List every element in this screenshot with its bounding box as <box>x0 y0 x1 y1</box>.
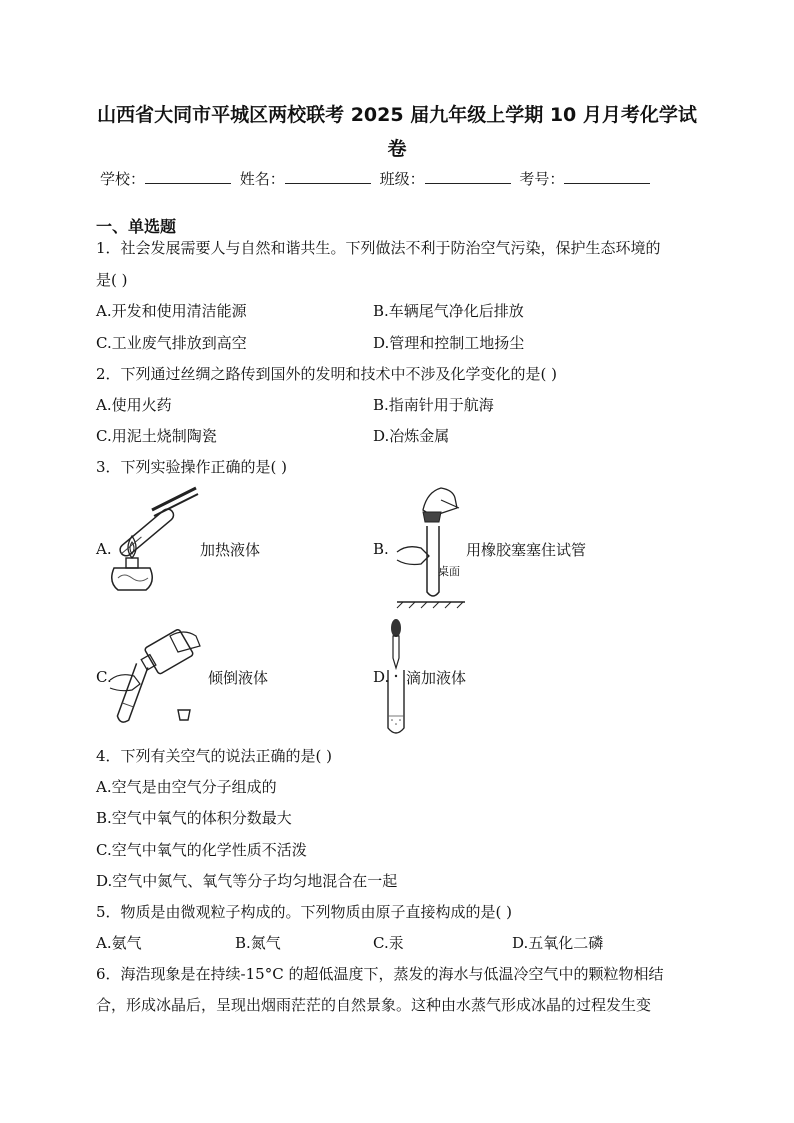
q1-option-d[interactable]: D.管理和控制工地扬尘 <box>373 334 525 352</box>
school-label: 学校： <box>100 170 146 188</box>
figure-label-heating: 加热液体 <box>200 541 261 559</box>
q3-option-b[interactable]: B. <box>373 540 389 558</box>
q6-stem: 6．海浩现象是在持续-15°C 的超低温度下，蒸发的海水与低温冷空气中的颗粒物相结 <box>96 965 664 983</box>
q2-stem: 2．下列通过丝绸之路传到国外的发明和技术中不涉及化学变化的是( ) <box>96 365 558 383</box>
name-label: 姓名： <box>239 170 285 188</box>
q5-option-b[interactable]: B.氮气 <box>235 934 281 952</box>
figure-note-desk: 桌面 <box>438 565 460 578</box>
q6-stem-continued: 合，形成冰晶后，呈现出烟雨茫茫的自然景象。这种由水蒸气形成冰晶的过程发生变 <box>96 996 652 1014</box>
q4-option-b[interactable]: B.空气中氧气的体积分数最大 <box>96 809 292 827</box>
q3-option-c[interactable]: C. <box>96 668 112 686</box>
q4-option-c[interactable]: C.空气中氧气的化学性质不活泼 <box>96 841 307 859</box>
q1-stem-continued: 是( ) <box>96 271 128 289</box>
student-info-row <box>100 168 700 189</box>
pouring-liquid-figure <box>108 628 208 728</box>
figure-label-dropping: 滴加液体 <box>406 669 467 687</box>
q4-option-a[interactable]: A.空气是由空气分子组成的 <box>96 778 277 796</box>
dropping-liquid-figure <box>384 618 408 736</box>
class-blank[interactable] <box>425 171 511 184</box>
q2-option-c[interactable]: C.用泥土烧制陶瓷 <box>96 427 217 445</box>
section-heading: 一、单选题 <box>96 217 177 236</box>
school-blank[interactable] <box>145 171 231 184</box>
heating-liquid-figure <box>104 490 200 600</box>
name-blank[interactable] <box>285 171 371 184</box>
q5-option-d[interactable]: D.五氧化二磷 <box>512 934 604 952</box>
figure-label-stopper: 用橡胶塞塞住试管 <box>466 541 587 559</box>
stopper-tube-figure <box>393 486 465 606</box>
q3-option-d[interactable]: D. <box>373 668 390 686</box>
q4-option-d[interactable]: D.空气中氮气、氧气等分子均匀地混合在一起 <box>96 872 398 890</box>
q5-option-c[interactable]: C.汞 <box>373 934 404 952</box>
q2-option-b[interactable]: B.指南针用于航海 <box>373 396 494 414</box>
q2-option-a[interactable]: A.使用火药 <box>96 396 172 414</box>
figure-label-pouring: 倾倒液体 <box>208 669 269 687</box>
q2-option-d[interactable]: D.冶炼金属 <box>373 427 450 445</box>
q5-option-a[interactable]: A.氨气 <box>96 934 142 952</box>
exam-title: 山西省大同市平城区两校联考 2025 届九年级上学期 10 月月考化学试 <box>97 104 697 126</box>
exam-no-label: 考号： <box>519 170 565 188</box>
q1-stem: 1．社会发展需要人与自然和谐共生。下列做法不利于防治空气污染，保护生态环境的 <box>96 239 661 257</box>
q5-stem: 5．物质是由微观粒子构成的。下列物质由原子直接构成的是( ) <box>96 903 513 921</box>
q1-option-b[interactable]: B.车辆尾气净化后排放 <box>373 302 524 320</box>
exam-title-continued: 卷 <box>387 138 407 160</box>
class-label: 班级： <box>379 170 425 188</box>
q1-option-c[interactable]: C.工业废气排放到高空 <box>96 334 247 352</box>
exam-no-blank[interactable] <box>564 171 650 184</box>
q3-option-a[interactable]: A. <box>96 540 112 558</box>
q4-stem: 4．下列有关空气的说法正确的是( ) <box>96 747 333 765</box>
q1-option-a[interactable]: A.开发和使用清洁能源 <box>96 302 247 320</box>
q3-stem: 3．下列实验操作正确的是( ) <box>96 458 288 476</box>
